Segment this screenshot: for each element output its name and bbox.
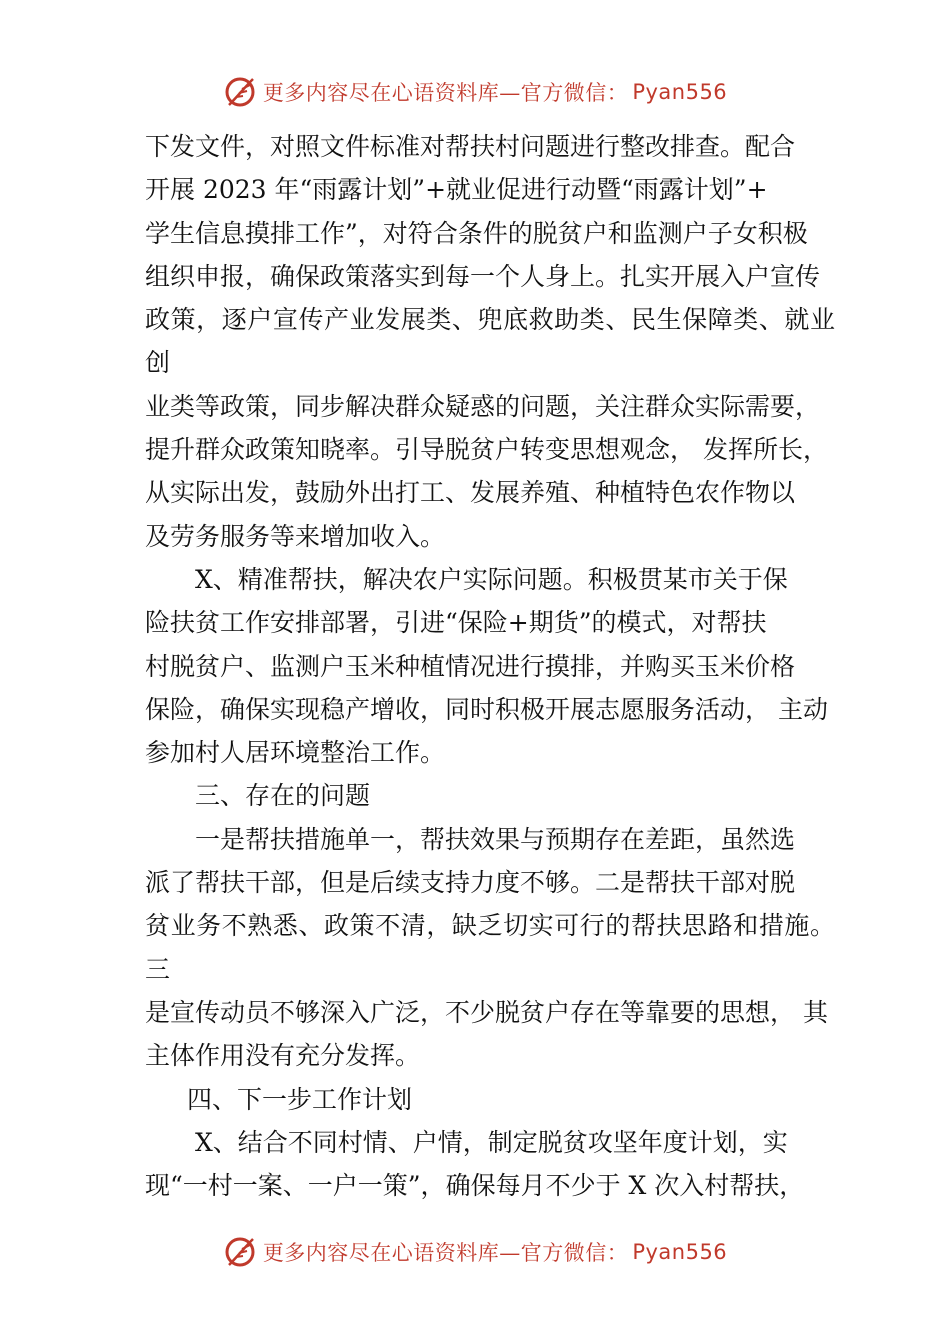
paragraph-first-line: X、结合不同村情、户情，制定脱贫攻坚年度计划，实 (195, 1127, 788, 1157)
text-line: 村脱贫户、监测户玉米种植情况进行摸排，并购买玉米价格 (145, 651, 796, 681)
text-line: 险扶贫工作安排部署，引进“保险+期货”的模式，对帮扶 (145, 608, 767, 638)
paragraph-first-line: 一是帮扶措施单一，帮扶效果与预期存在差距，虽然选 (195, 824, 796, 854)
text-line: 政策，逐户宣传产业发展类、兜底救助类、民生保障类、就业创 (145, 305, 835, 378)
section-heading: 四、下一步工作计划 (187, 1084, 413, 1114)
watermark-banner-bottom (0, 1230, 950, 1274)
text-line: 主体作用没有充分发挥。 (145, 1041, 421, 1071)
text-line: 派了帮扶干部，但是后续支持力度不够。二是帮扶干部对脱 (145, 868, 796, 898)
banner-wechat-id: Pyan556 (632, 1240, 728, 1264)
banner-text: 更多内容尽在心语资料库—官方微信： (262, 81, 629, 105)
section-heading: 三、存在的问题 (195, 781, 371, 811)
feather-circle-logo-icon (223, 75, 257, 109)
text-line: 业类等政策，同步解决群众疑惑的问题，关注群众实际需要， (145, 391, 821, 421)
text-line: 学生信息摸排工作”，对符合条件的脱贫户和监测户子女积极 (145, 218, 808, 248)
feather-circle-logo-icon (223, 1235, 257, 1269)
text-line: 组织申报，确保政策落实到每一个人身上。扎实开展入户宣传 (145, 261, 821, 291)
text-line: 下发文件，对照文件标准对帮扶村问题进行整改排查。配合 (145, 132, 796, 161)
watermark-banner-top (0, 70, 950, 114)
text-line: 开展 2023 年“雨露计划”+就业促进行动暨“雨露计划”+ (145, 175, 768, 205)
text-line: 及劳务服务等来增加收入。 (145, 521, 446, 551)
banner-text: 更多内容尽在心语资料库—官方微信： (262, 1241, 629, 1265)
text-line: 是宣传动员不够深入广泛，不少脱贫户存在等靠要的思想， 其 (145, 997, 828, 1027)
text-line: 保险，确保实现稳产增收，同时积极开展志愿服务活动， 主动 (145, 694, 828, 724)
paragraph-first-line: X、精准帮扶，解决农户实际问题。积极贯某市关于保 (195, 564, 788, 594)
text-line: 提升群众政策知晓率。引导脱贫户转变思想观念， 发挥所长， (145, 435, 828, 465)
text-line: 参加村人居环境整治工作。 (145, 738, 446, 768)
text-line: 贫业务不熟悉、政策不清，缺乏切实可行的帮扶思路和措施。三 (145, 911, 835, 984)
banner-wechat-id: Pyan556 (632, 80, 728, 104)
text-line: 现“一村一案、一户一策”，确保每月不少于 X 次入村帮扶， (145, 1171, 805, 1201)
text-line: 从实际出发，鼓励外出打工、发展养殖、种植特色农作物以 (145, 478, 796, 508)
document-body (145, 125, 835, 1207)
